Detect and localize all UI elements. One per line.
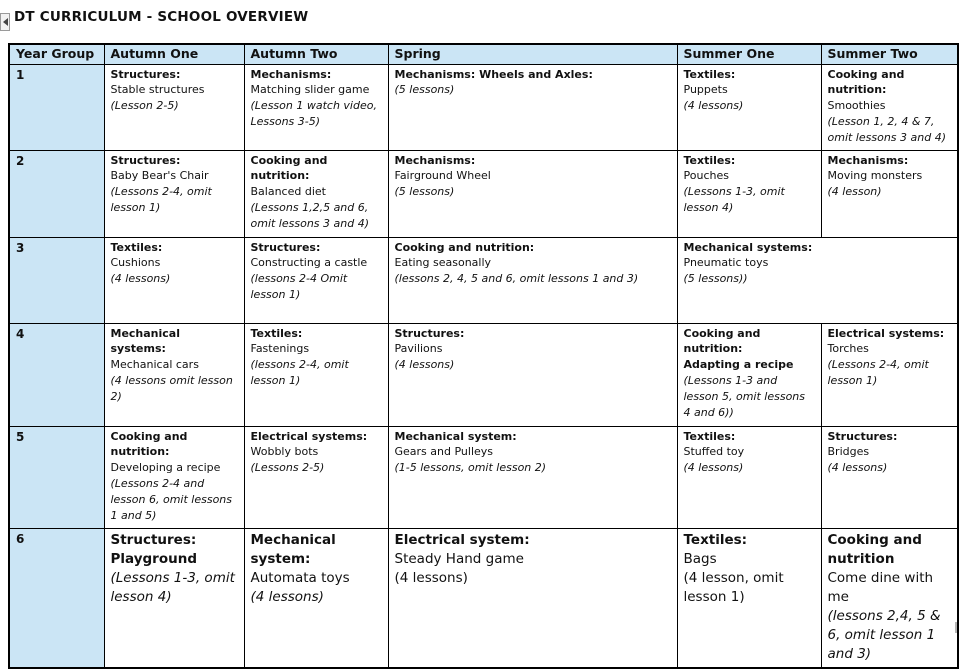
table-row: [9, 64, 958, 150]
cell-line: (Lessons 2-5): [250, 461, 325, 475]
cell-line: Pneumatic toys: [683, 256, 769, 270]
cell-line: Electrical systems:: [250, 429, 368, 443]
cell-line: Automata toys: [250, 569, 350, 586]
cell-line: Steady Hand game: [394, 550, 524, 567]
curriculum-cell: [677, 323, 821, 426]
cell-line: Cooking and nutrition:: [394, 240, 535, 254]
curriculum-cell: [244, 237, 388, 323]
year-group-cell: 1: [9, 64, 104, 150]
cell-line: Structures:: [250, 240, 321, 254]
curriculum-cell: [821, 528, 958, 668]
curriculum-table-body: [9, 64, 958, 668]
cell-line: Structures:: [110, 67, 181, 81]
cell-line: Moving monsters: [827, 169, 923, 183]
cell-line: (lessons 2,4, 5 & 6, omit lesson 1 and 3): [827, 608, 941, 663]
cell-line: Smoothies: [827, 99, 886, 113]
curriculum-cell: [244, 426, 388, 528]
curriculum-cell: [677, 426, 821, 528]
cell-line: (4 lessons omit lesson 2): [110, 374, 233, 404]
cell-line: (Lessons 2-4, omit lesson 1): [827, 358, 929, 388]
margin-left-arrow-icon[interactable]: [0, 13, 10, 31]
curriculum-cell: [821, 150, 958, 237]
cell-line: Playground: [110, 550, 197, 567]
cell-line: (4 lessons): [394, 569, 468, 586]
cell-line: Cooking and nutrition:: [250, 153, 328, 183]
cell-line: Stable structures: [110, 83, 205, 97]
header-autumn-two: Autumn Two: [244, 44, 388, 64]
cell-line: (5 lessons): [394, 83, 455, 97]
cell-line: Structures:: [110, 153, 181, 167]
curriculum-cell: [388, 426, 677, 528]
cell-line: Cooking and nutrition: [827, 531, 922, 567]
cell-line: Cooking and nutrition:: [827, 67, 905, 97]
cell-line: Bags: [683, 550, 717, 567]
curriculum-cell: [388, 237, 677, 323]
curriculum-cell: [821, 64, 958, 150]
cell-line: (Lessons 2-4, omit lesson 1): [110, 185, 212, 215]
year-group-cell: 5: [9, 426, 104, 528]
table-row: [9, 150, 958, 237]
cell-line: (lessons 2, 4, 5 and 6, omit lessons 1 and 3): [394, 272, 639, 286]
curriculum-cell: [104, 528, 244, 668]
curriculum-cell: [244, 528, 388, 668]
cell-line: Gears and Pulleys: [394, 445, 494, 459]
cell-line: Structures:: [394, 326, 465, 340]
left-arrow-icon: [3, 18, 8, 26]
cell-line: Textiles:: [250, 326, 303, 340]
page-title: DT CURRICULUM - SCHOOL OVERVIEW: [14, 9, 309, 25]
curriculum-cell: [104, 237, 244, 323]
cell-line: Fairground Wheel: [394, 169, 491, 183]
curriculum-cell: [677, 150, 821, 237]
cell-line: Pouches: [683, 169, 729, 183]
cell-line: (4 lessons): [110, 272, 171, 286]
cell-line: Textiles:: [683, 429, 736, 443]
cell-line: Cushions: [110, 256, 161, 270]
cell-line: Mechanisms:: [250, 67, 332, 81]
curriculum-cell: [677, 237, 958, 323]
cell-line: (5 lessons)): [683, 272, 748, 286]
table-row: [9, 323, 958, 426]
cell-line: Structures:: [110, 531, 197, 548]
curriculum-cell: [821, 426, 958, 528]
cell-line: Structures:: [827, 429, 898, 443]
cell-line: Constructing a castle: [250, 256, 368, 270]
cell-line: Textiles:: [110, 240, 163, 254]
cell-line: (Lessons 1,2,5 and 6, omit lessons 3 and 4): [250, 201, 370, 231]
header-year-group: Year Group: [9, 44, 104, 64]
cell-line: (4 lessons): [394, 358, 455, 372]
cell-line: Textiles:: [683, 67, 736, 81]
year-group-cell: 3: [9, 237, 104, 323]
table-row: [9, 237, 958, 323]
year-group-cell: 4: [9, 323, 104, 426]
table-header-row: [9, 44, 958, 64]
page-edge-line: [955, 622, 957, 633]
header-spring: Spring: [388, 44, 677, 64]
curriculum-cell: [244, 64, 388, 150]
cell-line: (4 lessons): [683, 461, 744, 475]
cell-line: Mechanical cars: [110, 358, 199, 372]
cell-line: Developing a recipe: [110, 461, 221, 475]
cell-line: Mechanical systems:: [110, 326, 180, 356]
curriculum-cell: [244, 150, 388, 237]
curriculum-cell: [104, 64, 244, 150]
curriculum-cell: [104, 323, 244, 426]
cell-line: Cooking and nutrition:: [110, 429, 188, 459]
cell-line: (5 lessons): [394, 185, 455, 199]
curriculum-cell: [244, 323, 388, 426]
curriculum-cell: [677, 64, 821, 150]
curriculum-cell: [388, 323, 677, 426]
cell-line: (4 lessons): [683, 99, 744, 113]
curriculum-cell: [104, 426, 244, 528]
cell-line: Torches: [827, 342, 869, 356]
cell-line: Puppets: [683, 83, 728, 97]
curriculum-cell: [388, 528, 677, 668]
cell-line: (Lesson 1 watch video, Lessons 3-5): [250, 99, 377, 129]
cell-line: Balanced diet: [250, 185, 326, 199]
cell-line: Textiles:: [683, 531, 748, 548]
cell-line: Mechanisms:: [394, 153, 476, 167]
table-row: [9, 528, 958, 668]
header-summer-two: Summer Two: [821, 44, 958, 64]
cell-line: Stuffed toy: [683, 445, 745, 459]
cell-line: Adapting a recipe: [683, 358, 794, 372]
cell-line: (4 lesson, omit lesson 1): [683, 569, 784, 605]
curriculum-cell: [821, 323, 958, 426]
cell-line: Cooking and nutrition:: [683, 326, 761, 356]
cell-line: Mechanical systems:: [683, 240, 813, 254]
table-row: [9, 426, 958, 528]
curriculum-table: [8, 43, 959, 669]
cell-line: Eating seasonally: [394, 256, 492, 270]
cell-line: Matching slider game: [250, 83, 370, 97]
cell-line: (4 lessons): [827, 461, 888, 475]
header-summer-one: Summer One: [677, 44, 821, 64]
curriculum-cell: [677, 528, 821, 668]
cell-line: (4 lesson): [827, 185, 882, 199]
cell-line: Bridges: [827, 445, 870, 459]
curriculum-cell: [104, 150, 244, 237]
cell-line: (1-5 lessons, omit lesson 2): [394, 461, 547, 475]
cell-line: (Lessons 1-3, omit lesson 4): [683, 185, 785, 215]
cell-line: Mechanisms:: [827, 153, 909, 167]
cell-line: Pavilions: [394, 342, 443, 356]
year-group-cell: 2: [9, 150, 104, 237]
cell-line: (4 lessons): [250, 588, 324, 605]
cell-line: (lessons 2-4, omit lesson 1): [250, 358, 349, 388]
cell-line: Mechanical system:: [394, 429, 517, 443]
cell-line: Fastenings: [250, 342, 310, 356]
cell-line: Come dine with me: [827, 569, 934, 605]
cell-line: (Lesson 1, 2, 4 & 7, omit lessons 3 and 4): [827, 115, 947, 145]
year-group-cell: 6: [9, 528, 104, 668]
cell-line: Electrical system:: [394, 531, 530, 548]
cell-line: (lessons 2-4 Omit lesson 1): [250, 272, 348, 302]
cell-line: (Lessons 1-3 and lesson 5, omit lessons 4 and 6)): [683, 374, 806, 420]
cell-line: Textiles:: [683, 153, 736, 167]
cell-line: Wobbly bots: [250, 445, 319, 459]
cell-line: Baby Bear's Chair: [110, 169, 209, 183]
header-autumn-one: Autumn One: [104, 44, 244, 64]
cell-line: (Lesson 2-5): [110, 99, 179, 113]
cell-line: Mechanisms: Wheels and Axles:: [394, 67, 593, 81]
cell-line: Electrical systems:: [827, 326, 945, 340]
cell-line: (Lessons 2-4 and lesson 6, omit lessons 1 and 5): [110, 477, 233, 523]
curriculum-cell: [388, 150, 677, 237]
curriculum-cell: [388, 64, 677, 150]
cell-line: Mechanical system:: [250, 531, 336, 567]
cell-line: (Lessons 1-3, omit lesson 4): [110, 569, 235, 605]
